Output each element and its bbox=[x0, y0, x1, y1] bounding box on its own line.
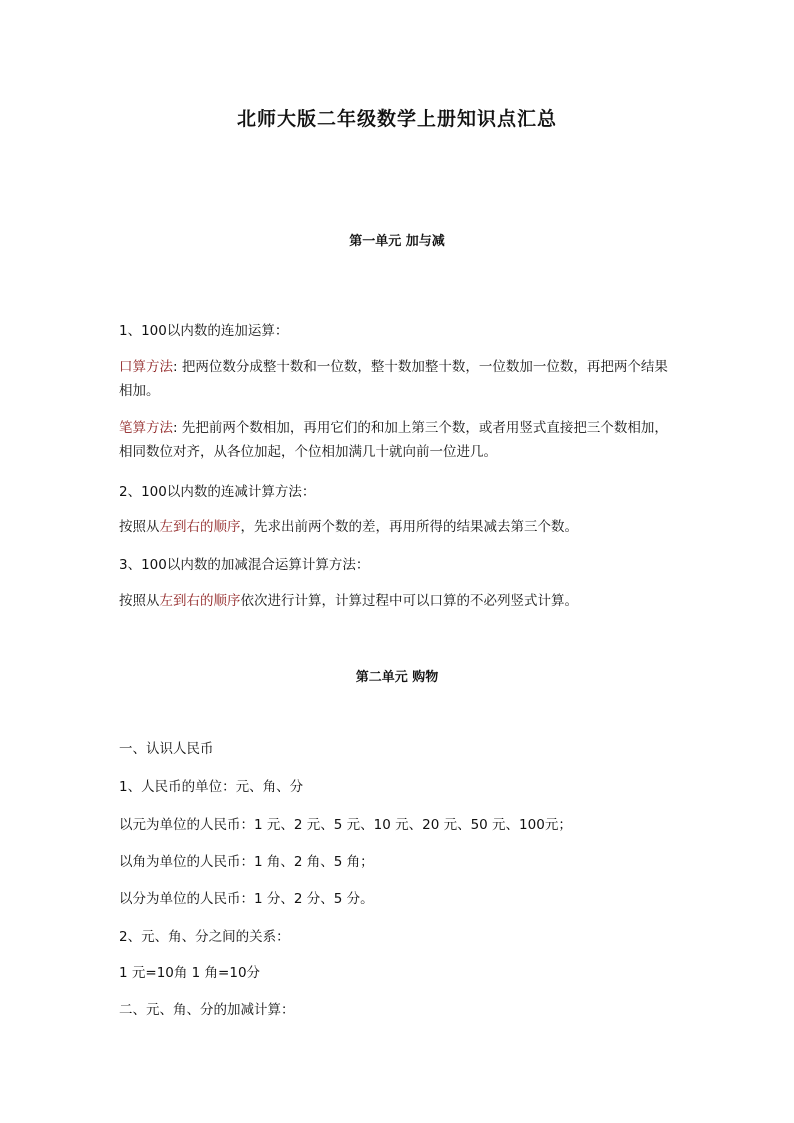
unit2-section1: 一、认识人民币 bbox=[119, 741, 214, 757]
unit2-item1: 1、人民币的单位：元、角、分 bbox=[119, 779, 304, 795]
unit1-item3: 3、100以内数的加减混合运算计算方法： bbox=[119, 557, 370, 573]
unit1-title: 第一单元 加与减 bbox=[349, 234, 445, 249]
unit1-item2: 2、100以内数的连减计算方法： bbox=[119, 484, 316, 500]
oral-method-text: : 把两位数分成整十数和一位数，整十数加整十数，一位数加一位数，再把两个结果相加。 bbox=[119, 359, 668, 399]
subtraction-rule-highlight: 左到右的顺序 bbox=[159, 519, 241, 535]
written-method-text: : 先把前两个数相加，再用它们的和加上第三个数，或者用竖式直接把三个数相加，相同数位对齐，从各位加起，个位相加满几十就向前一位进几。 bbox=[119, 420, 668, 460]
mixed-rule-suffix: 依次进行计算，计算过程中可以口算的不必列竖式计算。 bbox=[240, 593, 578, 609]
oral-method-label: 口算方法 bbox=[119, 359, 173, 375]
written-method-paragraph bbox=[119, 416, 681, 464]
subtraction-rule-suffix: ，先求出前两个数的差，再用所得的结果减去第三个数。 bbox=[240, 519, 578, 535]
subtraction-rule-prefix: 按照从 bbox=[119, 519, 160, 535]
unit1-item1: 1、100以内数的连加运算： bbox=[119, 323, 289, 339]
oral-method-paragraph bbox=[119, 355, 681, 403]
unit2-item2: 2、元、角、分之间的关系： bbox=[119, 929, 290, 945]
unit-relation: 1 元=10角 1 角=10分 bbox=[119, 965, 261, 981]
yuan-denominations: 以元为单位的人民币：1 元、2 元、5 元、10 元、20 元、50 元、100元； bbox=[119, 817, 572, 833]
fen-denominations: 以分为单位的人民币：1 分、2 分、5 分。 bbox=[119, 891, 374, 907]
unit2-section2: 二、元、角、分的加减计算： bbox=[119, 1002, 295, 1018]
jiao-denominations: 以角为单位的人民币：1 角、2 角、5 角； bbox=[119, 854, 374, 870]
written-method-label: 笔算方法 bbox=[119, 420, 173, 436]
mixed-rule bbox=[119, 589, 689, 613]
unit2-title: 第二单元 购物 bbox=[355, 670, 439, 685]
document-title: 北师大版二年级数学上册知识点汇总 bbox=[236, 108, 557, 130]
mixed-rule-prefix: 按照从 bbox=[119, 593, 160, 609]
mixed-rule-highlight: 左到右的顺序 bbox=[159, 593, 241, 609]
subtraction-rule bbox=[119, 515, 689, 539]
